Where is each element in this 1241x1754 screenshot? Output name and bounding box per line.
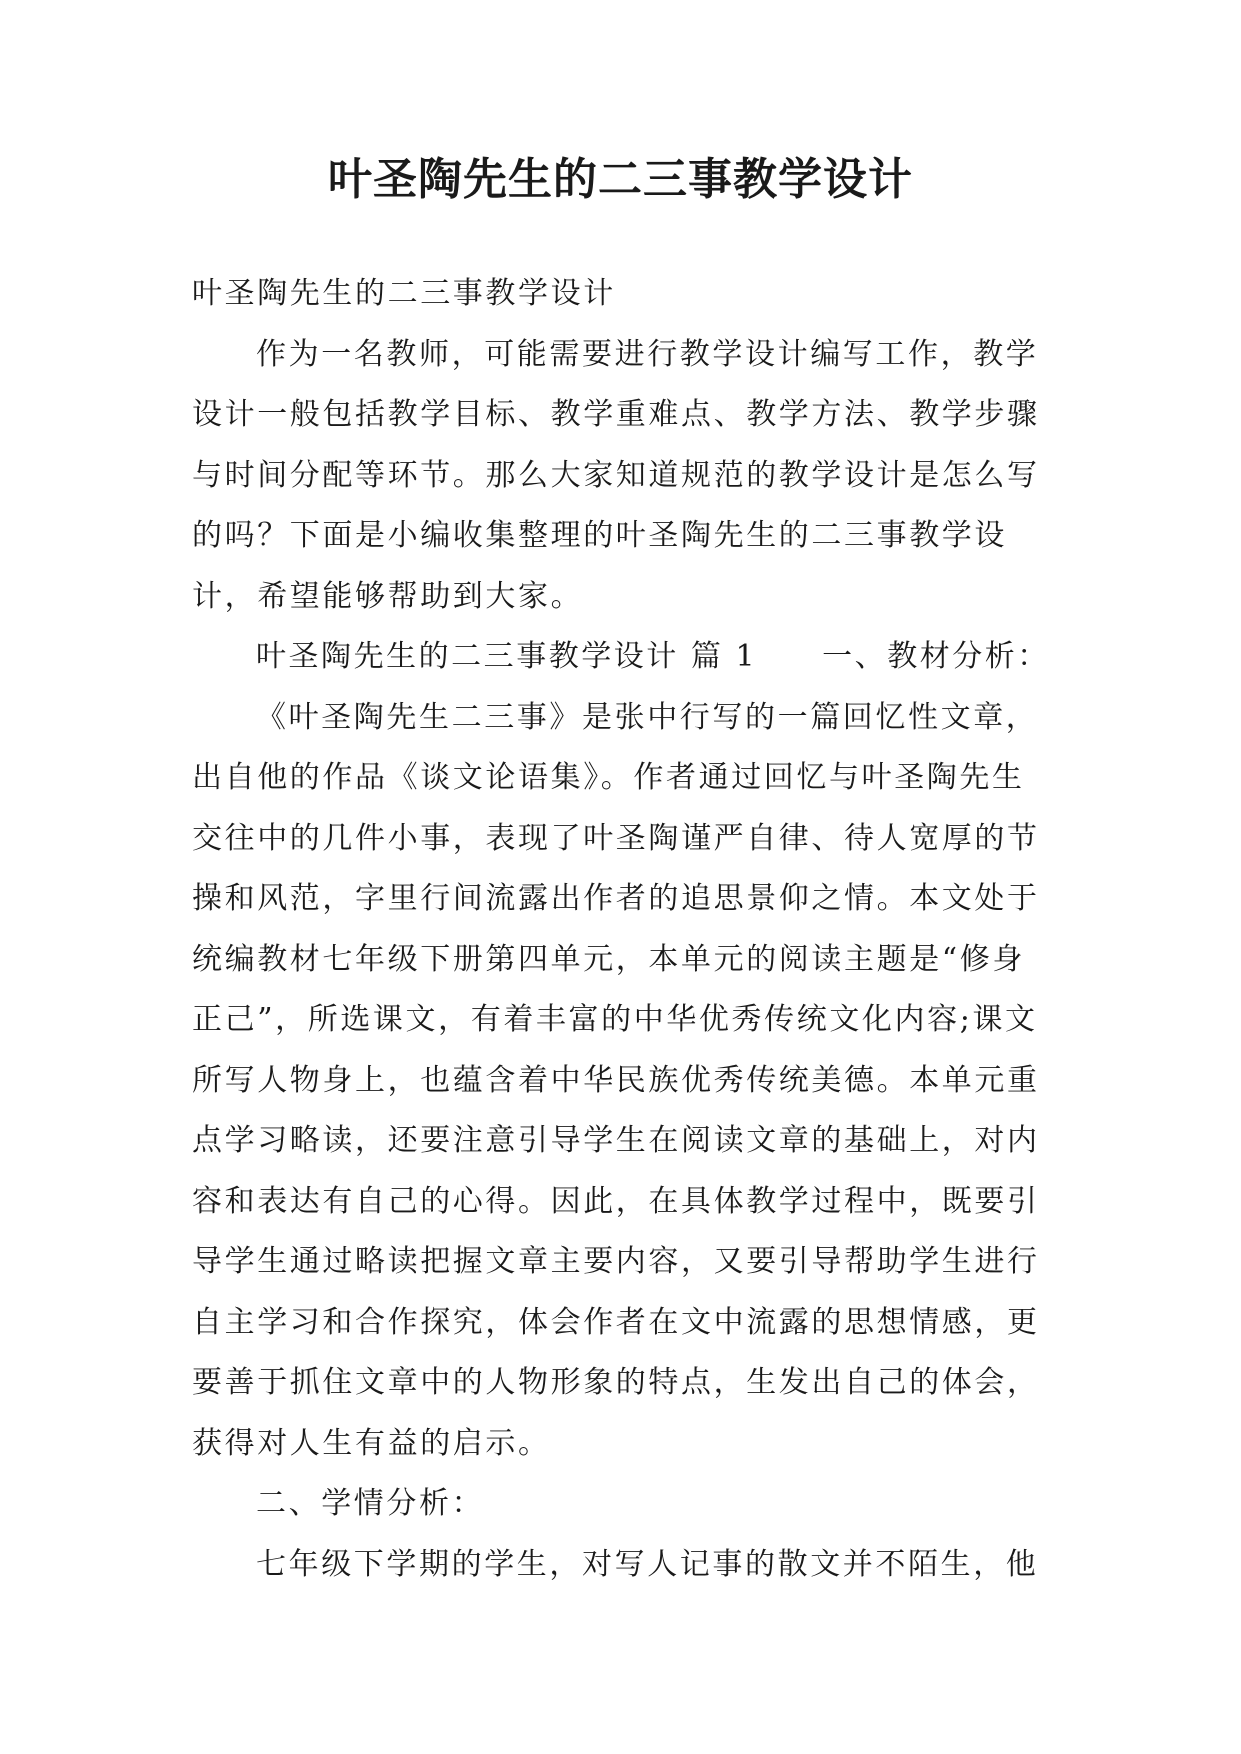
- body-text-line: 二、学情分析：: [256, 1486, 485, 1521]
- body-text-line: 要善于抓住文章中的人物形象的特点，生发出自己的体会，: [192, 1365, 1040, 1400]
- body-text-line: 交往中的几件小事，表现了叶圣陶谨严自律、待人宽厚的节: [192, 820, 1040, 856]
- body-text-line: 操和风范，字里行间流露出作者的追思景仰之情。本文处于: [192, 881, 1040, 916]
- body-text-line: 叶圣陶先生的二三事教学设计 篇 1 一、教材分析：: [256, 639, 1050, 674]
- body-text-line: 点学习略读，还要注意引导学生在阅读文章的基础上，对内: [192, 1123, 1040, 1158]
- body-text-line: 的吗？下面是小编收集整理的叶圣陶先生的二三事教学设: [192, 518, 1007, 553]
- body-text-line: 出自他的作品《谈文论语集》。作者通过回忆与叶圣陶先生: [192, 760, 1025, 795]
- document-body: [192, 264, 1050, 1595]
- body-text-line: 计，希望能够帮助到大家。: [192, 578, 584, 614]
- body-text-line: 设计一般包括教学目标、教学重难点、教学方法、教学步骤: [192, 397, 1040, 432]
- body-text-line: 所写人物身上，也蕴含着中华民族优秀传统美德。本单元重: [192, 1062, 1040, 1098]
- body-text-line: 导学生通过略读把握文章主要内容，又要引导帮助学生进行: [192, 1244, 1040, 1279]
- body-text-line: 正己”，所选课文，有着丰富的中华优秀传统文化内容;课文: [192, 1002, 1038, 1037]
- body-text-line: 七年级下学期的学生，对写人记事的散文并不陌生，他: [256, 1546, 1039, 1582]
- body-text-line: 叶圣陶先生的二三事教学设计: [192, 276, 616, 311]
- document-title: 叶圣陶先生的二三事教学设计: [328, 154, 913, 205]
- body-text-line: 统编教材七年级下册第四单元，本单元的阅读主题是“修身: [192, 941, 1025, 977]
- body-text-line: 与时间分配等环节。那么大家知道规范的教学设计是怎么写: [192, 457, 1040, 493]
- body-text-line: 作为一名教师，可能需要进行教学设计编写工作，教学: [256, 336, 1039, 372]
- body-text-line: 获得对人生有益的启示。: [192, 1425, 551, 1461]
- body-text-line: 容和表达有自己的心得。因此，在具体教学过程中，既要引: [192, 1183, 1040, 1219]
- body-text-line: 《叶圣陶先生二三事》是张中行写的一篇回忆性文章，: [256, 699, 1039, 735]
- body-text-line: 自主学习和合作探究，体会作者在文中流露的思想情感，更: [192, 1304, 1040, 1340]
